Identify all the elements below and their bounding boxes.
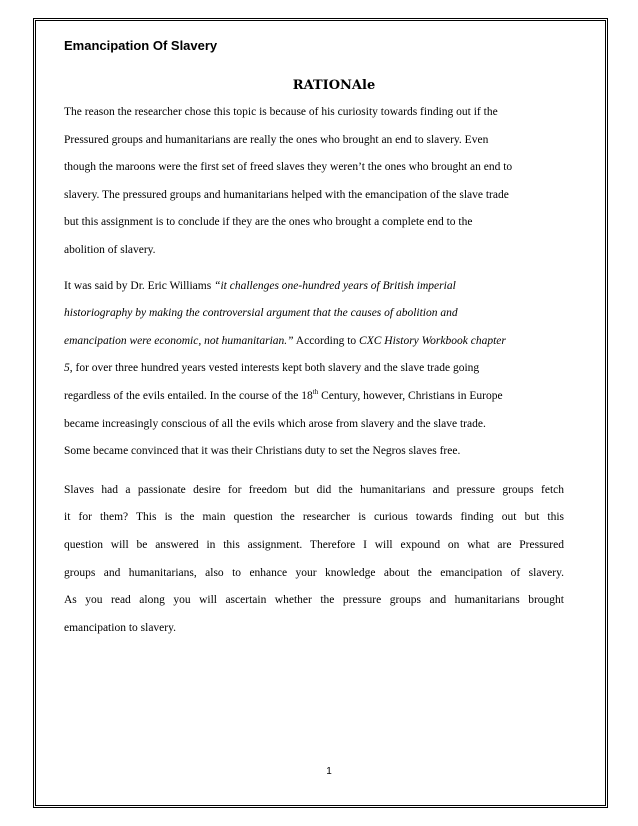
text-line: emancipation were economic, not humanitarian.” According to CXC History Workbook chapter xyxy=(64,334,506,347)
text-line: regardless of the evils entailed. In the course of the 18th Century, however, Christians in Europe xyxy=(64,388,503,402)
text-line: Slaves had a passionate desire for freedom but did the humanitarians and pressure groups fetch xyxy=(64,483,564,496)
text-line: it for them? This is the main question the researcher is curious towards finding out but this xyxy=(64,511,564,524)
quote-text: emancipation were economic, not humanitarian.” xyxy=(64,334,294,347)
document-body xyxy=(64,99,564,642)
superscript: th xyxy=(312,388,319,397)
text-line: became increasingly conscious of all the evils which arose from slavery and the slave trade. xyxy=(64,417,486,430)
text-line: emancipation to slavery. xyxy=(64,621,176,634)
paragraph-2 xyxy=(64,273,564,466)
paragraph-1 xyxy=(64,99,564,265)
section-title: RATIONAle xyxy=(292,78,376,93)
paragraph-3 xyxy=(64,477,564,643)
text-line: question will be answered in this assignment. Therefore I will expound on what are Pressured xyxy=(64,538,564,551)
source-title: CXC History Workbook chapter xyxy=(359,334,506,347)
text-line: As you read along you will ascertain whether the pressure groups and humanitarians brought xyxy=(64,594,564,607)
text-line: The reason the researcher chose this topic is because of his curiosity towards finding out if the xyxy=(64,106,498,118)
text-line: though the maroons were the first set of freed slaves they weren’t the ones who brought an end to xyxy=(64,161,513,174)
text-line: but this assignment is to conclude if they are the ones who brought a complete end to the xyxy=(64,216,473,229)
text-line: abolition of slavery. xyxy=(64,243,156,256)
text-line: 5, for over three hundred years vested interests kept both slavery and the slave trade going xyxy=(64,362,480,375)
text-line: Pressured groups and humanitarians are really the ones who brought an end to slavery. Even xyxy=(64,133,489,146)
document-header: Emancipation Of Slavery xyxy=(64,38,218,53)
text-line: groups and humanitarians, also to enhance your knowledge about the emancipation of slavery. xyxy=(64,566,564,579)
quote-text: “it challenges one-hundred years of British imperial xyxy=(214,279,456,292)
text-line: Some became convinced that it was their Christians duty to set the Negros slaves free. xyxy=(64,445,461,458)
text-line xyxy=(64,300,564,328)
page-number: 1 xyxy=(326,766,332,777)
text-line: slavery. The pressured groups and humanitarians helped with the emancipation of the slave trade xyxy=(64,188,509,201)
source-title: 5 xyxy=(64,362,70,375)
text-line: It was said by Dr. Eric Williams “it challenges one-hundred years of British imperial xyxy=(64,279,456,292)
quote-text: historiography by making the controversial argument that the causes of abolition and xyxy=(64,307,458,320)
